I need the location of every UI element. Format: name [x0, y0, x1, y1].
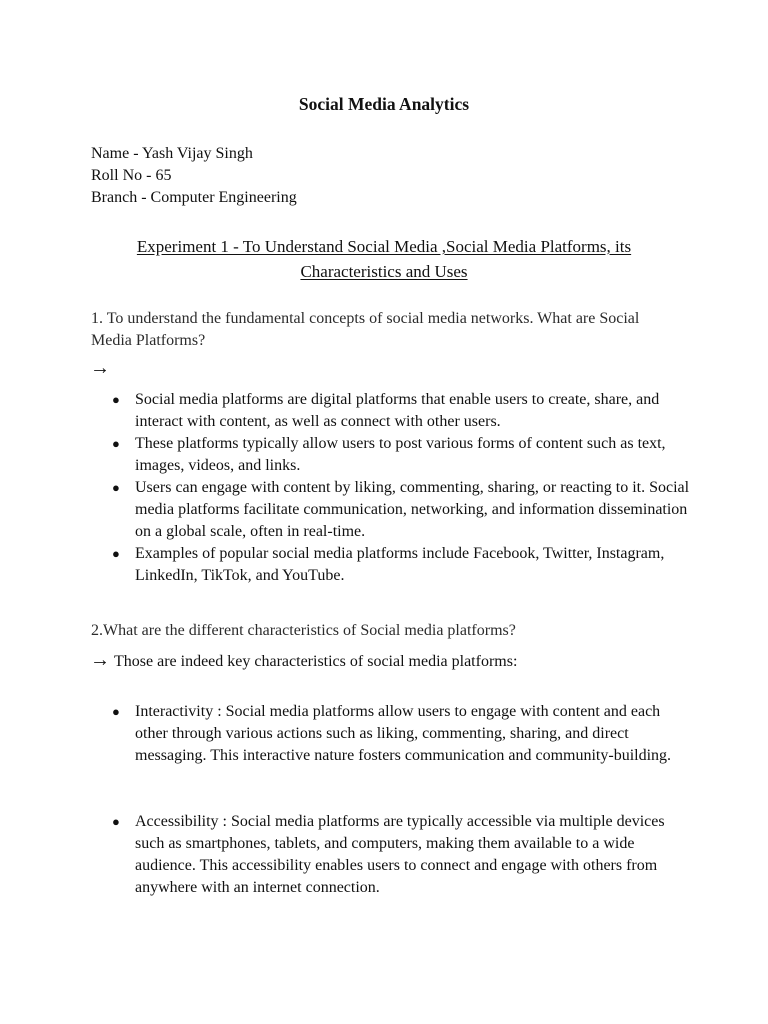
list-item — [91, 389, 691, 433]
list-item-text: Accessibility : Social media platforms are typically accessible via multiple devices such as smartphones, tablets, and computers, making them available to a wide audience. This accessibility enables users to connect and engage with others from anywhere with an internet connection. — [135, 813, 665, 896]
bullet-icon: ● — [112, 546, 120, 561]
list-item-text: These platforms typically allow users to post various forms of content such as text, images, videos, and links. — [135, 435, 666, 474]
answer-2-intro — [90, 648, 517, 674]
experiment-title: Experiment 1 - To Understand Social Media ,Social Media Platforms, its Characteristics and Uses — [136, 237, 632, 281]
student-info — [91, 143, 297, 209]
branch: Branch - Computer Engineering — [91, 189, 297, 206]
right-arrow-icon: → — [90, 357, 110, 379]
list-item — [91, 433, 691, 477]
bullet-icon: ● — [112, 436, 120, 451]
student-name: Name - Yash Vijay Singh — [91, 145, 253, 162]
list-item-text: Social media platforms are digital platforms that enable users to create, share, and interact with content, as well as connect with other users. — [135, 391, 660, 430]
answer-1-list — [91, 389, 691, 587]
list-item-text: Interactivity : Social media platforms allow users to engage with content and each other through various actions such as liking, commenting, sharing, and direct messaging. This interactive nature fosters communication and community-building. — [135, 703, 672, 764]
roll-number: Roll No - 65 — [91, 167, 172, 184]
answer-2-intro-text: Those are indeed key characteristics of social media platforms: — [114, 653, 518, 670]
list-item-text: Examples of popular social media platforms include Facebook, Twitter, Instagram, LinkedIn, TikTok, and YouTube. — [135, 545, 665, 584]
list-item-text: Users can engage with content by liking, commenting, sharing, or reacting to it. Social media platforms facilitate communication, networking, and information dissemination on a global scale, often in real-time. — [135, 479, 690, 540]
question-2: 2.What are the different characteristics of Social media platforms? — [91, 622, 516, 639]
characteristics-list — [91, 811, 691, 899]
list-item — [91, 477, 691, 543]
document-title: Social Media Analytics — [298, 94, 470, 114]
characteristics-list — [91, 701, 691, 767]
bullet-icon: ● — [112, 704, 120, 719]
question-1: 1. To understand the fundamental concepts of social media networks. What are Social Media Platforms? — [91, 310, 640, 349]
bullet-icon: ● — [112, 480, 120, 495]
list-item — [91, 701, 691, 767]
list-item — [91, 811, 691, 899]
bullet-icon: ● — [112, 392, 120, 407]
list-item — [91, 543, 691, 587]
bullet-icon: ● — [112, 814, 120, 829]
right-arrow-icon: → — [90, 649, 110, 671]
